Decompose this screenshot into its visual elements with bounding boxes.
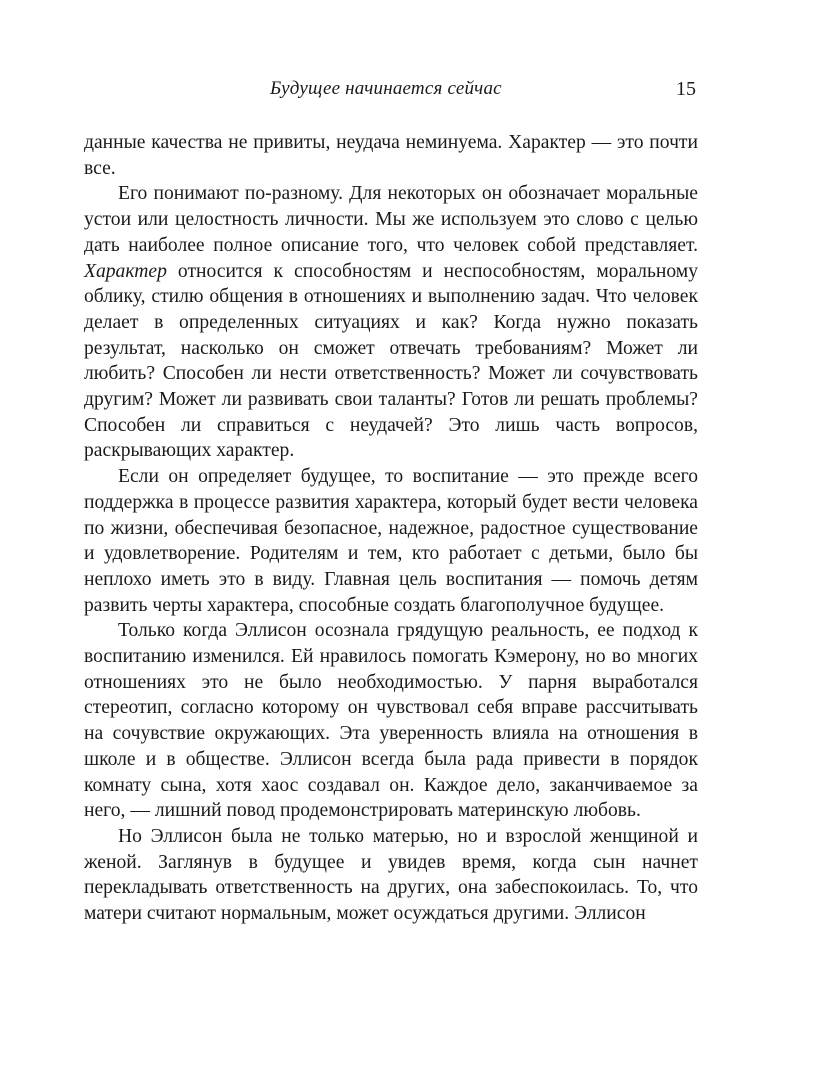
paragraph-2 bbox=[84, 181, 698, 464]
emphasis-term: Характер bbox=[84, 260, 167, 282]
running-title: Будущее начинается сейчас bbox=[270, 78, 502, 99]
paragraph-2-after: относится к способностям и неспособностям, моральному облику, стилю общения в отношениях и выполнению задач. Что человек делает в определенных ситуациях и как? Когда нужно показать результат, насколько он сможет отвечать требованиям? Может ли любить? Способен ли нести ответственность? Может ли сочувствовать другим? Может ли развивать свои таланты? Готов ли решать проблемы? Способен ли справиться с неудачей? Это лишь часть вопросов, раскрывающих характер. bbox=[84, 260, 698, 462]
body-text bbox=[84, 130, 698, 927]
page-number: 15 bbox=[676, 78, 696, 100]
paragraph-1: данные качества не привиты, неудача неминуема. Характер — это почти все. bbox=[84, 132, 698, 179]
paragraph-3: Если он определяет будущее, то воспитание — это прежде всего поддержка в процессе развития характера, который будет вести человека по жизни, обеспечивая безопасное, надежное, радостное существование и удовлетворение. Родителям и тем, кто работает с детьми, было бы неплохо иметь это в виду. Главная цель воспитания — помочь детям развить черты характера, способные создать благополучное будущее. bbox=[84, 466, 698, 616]
paragraph-4: Только когда Эллисон осознала грядущую реальность, ее подход к воспитанию изменился. Ей нравилось помогать Кэмерону, но во многих отношениях это не было необходимостью. У парня выработался стереотип, согласно которому он чувствовал себя вправе рассчитывать на сочувствие окружающих. Эта уверенность влияла на отношения в школе и в обществе. Эллисон всегда была рада привести в порядок комнату сына, хотя хаос создавал он. Каждое дело, заканчиваемое за него, — лишний повод продемонстрировать материнскую любовь. bbox=[84, 620, 698, 822]
paragraph-2-before: Его понимают по-разному. Для некоторых он обозначает моральные устои или целостность личности. Мы же используем это слово с целью дать наиболее полное описание того, что человек собой представляет. bbox=[84, 183, 698, 256]
paragraph-5: Но Эллисон была не только матерью, но и взрослой женщиной и женой. Заглянув в будущее и увидев время, когда сын начнет перекладывать ответственность на других, она забеспокоилась. То, что матери считают нормальным, может осуждаться другими. Эллисон bbox=[84, 825, 698, 925]
